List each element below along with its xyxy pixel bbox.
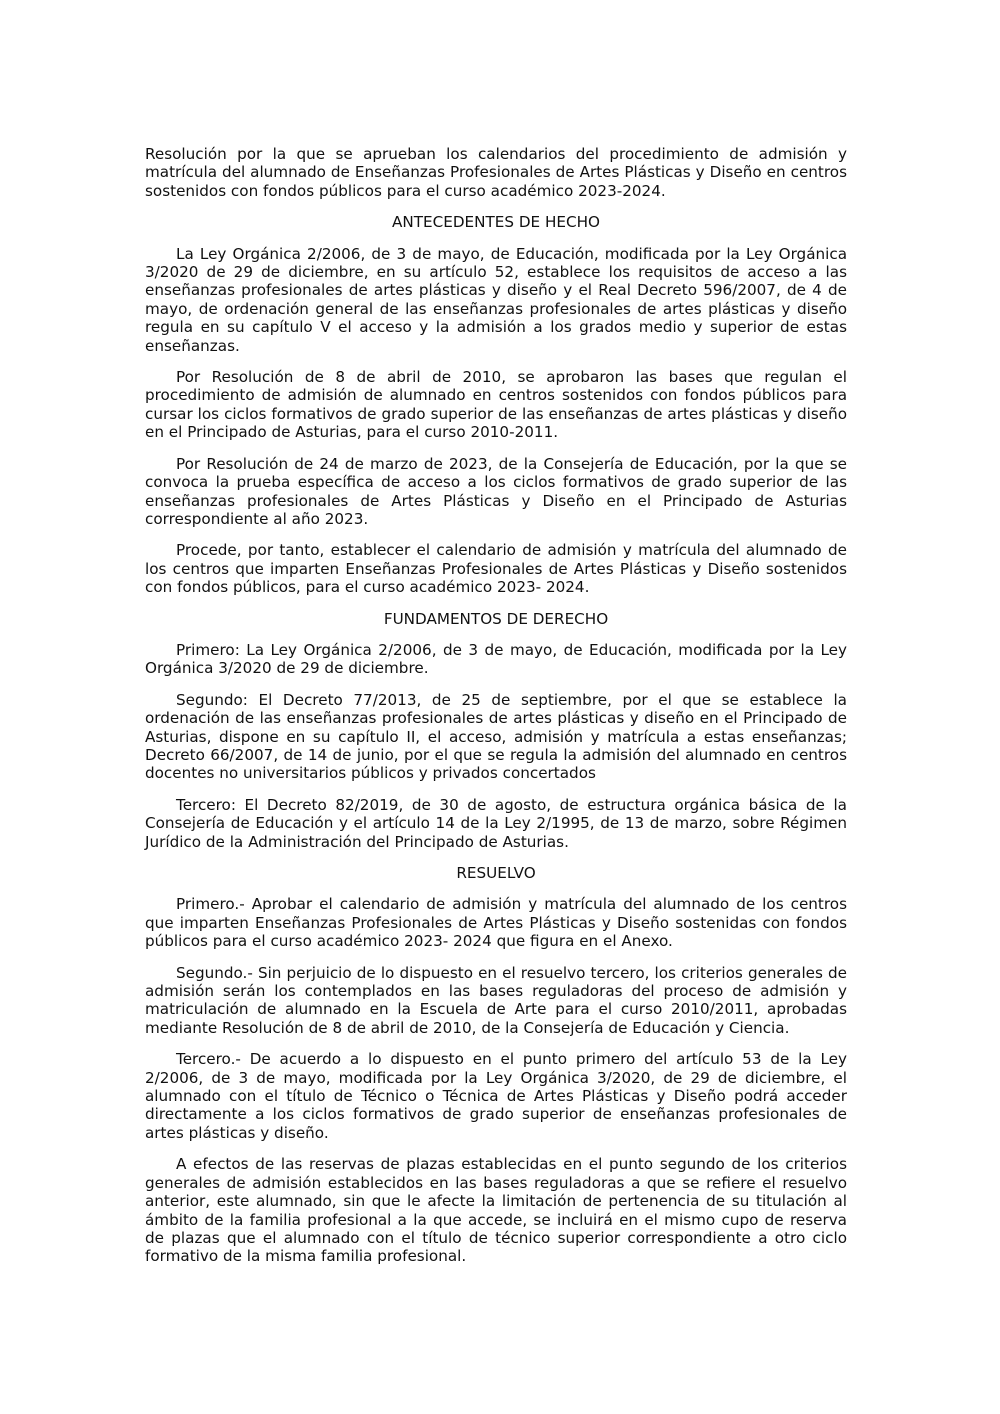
resuelvo-paragraph-2: Segundo.- Sin perjuicio de lo dispuesto en el resuelvo tercero, los criterios generales de admisión serán los contemplados en las bases reguladoras del proceso de admisión y matriculación de alumnado en la Escuela de Arte para el curso 2010/2011, aprobadas mediante Resolución de 8 de abril de 2010, de la Consejería de Educación y Ciencia. bbox=[145, 963, 847, 1037]
section-heading-fundamentos: FUNDAMENTOS DE DERECHO bbox=[383, 609, 609, 628]
resolution-title-paragraph: Resolución por la que se aprueban los calendarios del procedimiento de admisión y matrícula del alumnado de Enseñanzas Profesionales de Artes Plásticas y Diseño en centros sostenidos con fondos públicos para el curso académico 2023-2024. bbox=[145, 145, 847, 200]
resuelvo-paragraph-1: Primero.- Aprobar el calendario de admisión y matrícula del alumnado de los centros que imparten Enseñanzas Profesionales de Artes Plásticas y Diseño sostenidas con fondos públicos para el curso académico 2023- 2024 que figura en el Anexo. bbox=[145, 895, 847, 951]
antecedentes-paragraph-1: La Ley Orgánica 2/2006, de 3 de mayo, de Educación, modificada por la Ley Orgánica 3/2020 de 29 de diciembre, en su artículo 52, establece los requisitos de acceso a las enseñanzas profesionales de artes plásticas y diseño y el Real Decreto 596/2007, de 4 de mayo, de ordenación general de las enseñanzas profesionales de artes plásticas y diseño regula en su capítulo V el acceso y la admisión a los grados medio y superior de estas enseñanzas. bbox=[145, 244, 847, 355]
section-heading-resuelvo: RESUELVO bbox=[456, 864, 536, 882]
section-heading-antecedentes: ANTECEDENTES DE HECHO bbox=[392, 213, 600, 232]
fundamentos-paragraph-2: Segundo: El Decreto 77/2013, de 25 de septiembre, por el que se establece la ordenación de las enseñanzas profesionales de artes plásticas y diseño en el Principado de Asturias, dispone en su capítulo II, el acceso, admisión y matrícula a estas enseñanzas; Decreto 66/2007, de 14 de junio, por el que se regula la admisión del alumnado en centros docentes no universitarios públicos y privados concertados bbox=[145, 690, 847, 783]
resuelvo-paragraph-3: Tercero.- De acuerdo a lo dispuesto en el punto primero del artículo 53 de la Ley 2/2006, de 3 de mayo, modificada por la Ley Orgánica 3/2020, de 29 de diciembre, el alumnado con el título de Técnico o Técnica de Artes Plásticas y Diseño podrá acceder directamente a los ciclos formativos de grado superior de enseñanzas profesionales de artes plásticas y diseño. bbox=[145, 1050, 847, 1142]
fundamentos-paragraph-3: Tercero: El Decreto 82/2019, de 30 de agosto, de estructura orgánica básica de la Consejería de Educación y el artículo 14 de la Ley 2/1995, de 13 de marzo, sobre Régimen Jurídico de la Administración del Principado de Asturias. bbox=[145, 795, 847, 851]
resuelvo-paragraph-4: A efectos de las reservas de plazas establecidas en el punto segundo de los criterios generales de admisión establecidos en las bases reguladoras a que se refiere el resuelvo anterior, este alumnado, sin que le afecte la limitación de pertenencia de su titulación al ámbito de la familia profesional a la que accede, se incluirá en el mismo cupo de reserva de plazas que el alumnado con el título de técnico superior correspondiente a otro ciclo formativo de la misma familia profesional. bbox=[145, 1155, 847, 1266]
antecedentes-paragraph-3: Por Resolución de 24 de marzo de 2023, de la Consejería de Educación, por la que se convoca la prueba específica de acceso a los ciclos formativos de grado superior de las enseñanzas profesionales de Artes Plásticas y Diseño en el Principado de Asturias correspondiente al año 2023. bbox=[145, 454, 847, 528]
antecedentes-paragraph-2: Por Resolución de 8 de abril de 2010, se aprobaron las bases que regulan el procedimiento de admisión de alumnado en centros sostenidos con fondos públicos para cursar los ciclos formativos de grado superior de las enseñanzas de artes plásticas y diseño en el Principado de Asturias, para el curso 2010-2011. bbox=[145, 368, 847, 442]
antecedentes-paragraph-4: Procede, por tanto, establecer el calendario de admisión y matrícula del alumnado de los centros que imparten Enseñanzas Profesionales de Artes Plásticas y Diseño sostenidos con fondos públicos, para el curso académico 2023- 2024. bbox=[145, 541, 847, 597]
fundamentos-paragraph-1: Primero: La Ley Orgánica 2/2006, de 3 de mayo, de Educación, modificada por la Ley Orgánica 3/2020 de 29 de diciembre. bbox=[145, 640, 847, 678]
document-page bbox=[145, 145, 847, 1279]
